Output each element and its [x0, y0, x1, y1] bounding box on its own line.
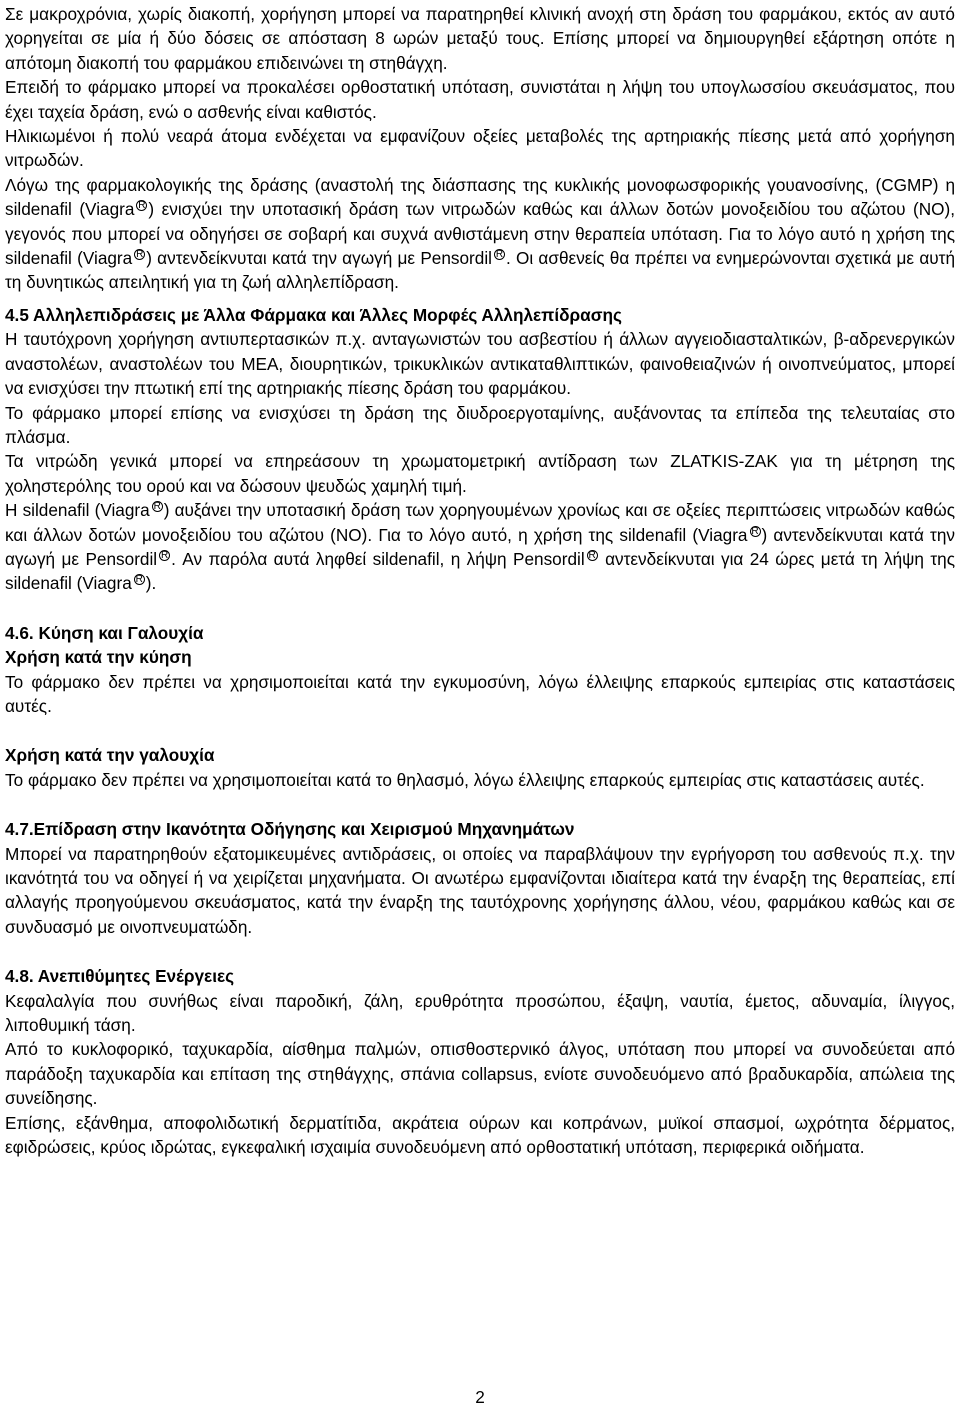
page-number: 2 — [475, 1387, 485, 1407]
registered-mark-icon: R — [588, 549, 596, 561]
paragraph-dihydroergotamine: Το φάρμακο μπορεί επίσης να ενισχύσει τη δράση της διυδροεργοταμίνης, αυξάνοντας τα επίπεδα της τελευταίας στο πλάσμα. — [5, 402, 955, 447]
paragraph-elderly-young: Ηλικιωμένοι ή πολύ νεαρά άτομα ενδέχεται να εμφανίζουν οξείες μεταβολές της αρτηριακής πίεσης μετά από χορήγηση νιτρωδών. — [5, 126, 955, 171]
registered-mark-icon: R — [495, 249, 504, 261]
section-heading-4-5: 4.5 Αλληλεπιδράσεις με Άλλα Φάρμακα και Άλλες Μορφές Αλληλεπίδρασης — [5, 304, 622, 325]
paragraph-other-effects: Επίσης, εξάνθημα, αποφολιδωτική δερματίτιδα, ακράτεια ούρων και κοπράνων, μυϊκοί σπασμοί, ωχρότητα δέρματος, εφιδρώσεις, κρύος ιδρώτας, εγκεφαλική ισχαιμία συνοδευόμενη από ορθοστατική υπόταση, περιφερικά οιδήματα. — [5, 1112, 955, 1158]
subheading-lactation: Χρήση κατά την γαλουχία — [5, 745, 215, 766]
document-page — [5, 2, 955, 1159]
paragraph-cholesterol-measurement: Τα νιτρώδη γενικά μπορεί να επηρεάσουν τη χρωματομετρική αντίδραση των ZLATKIS-ZAK για τη μέτρηση της χοληστερόλης του ορού και να δώσουν ψευδώς χαμηλή τιμή. — [5, 451, 955, 496]
paragraph-pregnancy: Το φάρμακο δεν πρέπει να χρησιμοποιείται κατά την εγκυμοσύνη, λόγω έλλειψης επαρκούς εμπειρίας στις καταστάσεις αυτές. — [5, 671, 955, 716]
section-heading-4-7: 4.7.Επίδραση στην Ικανότητα Οδήγησης και Χειρισμού Μηχανημάτων — [5, 819, 575, 840]
paragraph-lactation: Το φάρμακο δεν πρέπει να χρησιμοποιείται κατά το θηλασμό, λόγω έλλειψης επαρκούς εμπειρίας στις καταστάσεις αυτές. — [5, 769, 925, 790]
paragraph-cardiovascular: Από το κυκλοφορικό, ταχυκαρδία, αίσθημα παλμών, οπισθοστερνικό άλγος, υπόταση που μπορεί να συνοδεύεται από παράδοξη ταχυκαρδία και επίταση της στηθάγχης, σπάνια collapsus, ενίοτε συνοδευόμενο από βραδυκαρδία, απώλεια της συνείδησης. — [5, 1039, 955, 1109]
paragraph-orthostatic-hypotension: Επειδή το φάρμακο μπορεί να προκαλέσει ορθοστατική υπόταση, συνιστάται η λήψη του υπογλωσσίου σκευάσματος, που έχει ταχεία δράση, ενώ ο ασθενής είναι καθιστός. — [5, 77, 955, 122]
registered-mark-icon: R — [161, 549, 169, 561]
registered-mark-icon: R — [136, 249, 144, 261]
section-heading-4-8: 4.8. Ανεπιθύμητες Ενέργειες — [5, 966, 235, 987]
paragraph-driving: Μπορεί να παρατηρηθούν εξατομικευμένες αντιδράσεις, οι οποίες να παραβλάψουν την εγρήγορση του ασθενούς π.χ. την ικανότητά του να οδηγεί ή να χειρίζεται μηχανήματα. Οι ανωτέρω εμφανίζονται ιδιαίτερα κατά την έναρξη της θεραπείας, επί αλλαγής προηγούμενου σκευάσματος, κατά την έναρξη της ταυτόχρονης χορήγησης άλλου, νέου, φαρμάκου καθώς και σε συνδυασμό με οινοπνευματώδη. — [5, 843, 955, 937]
subheading-pregnancy: Χρήση κατά την κύηση — [5, 647, 192, 668]
paragraph-antihypertensives: Η ταυτόχρονη χορήγηση αντιυπερτασικών π.χ. ανταγωνιστών του ασβεστίου ή άλλων αγγειοδιασταλτικών, β-αδρενεργικών αναστολέων, αναστολέων του ΜΕΑ, διουρητικών, τρικυκλικών αντικαταθλιπτικών, φαινοθειαζινών ή οινοπνεύματος, μπορεί να ενισχύσει την πτωτική επί της αρτηριακής πίεσης δράση του φαρμάκου. — [5, 329, 955, 399]
section-heading-4-6: 4.6. Κύηση και Γαλουχία — [5, 622, 204, 643]
registered-mark-icon: R — [751, 525, 759, 537]
paragraph-tolerance: Σε μακροχρόνια, χωρίς διακοπή, χορήγηση μπορεί να παρατηρηθεί κλινική ανοχή στη δράση του φαρμάκου, εκτός αν αυτό χορηγείται σε μία ή δύο δόσεις σε απόσταση 8 ωρών μεταξύ τους. Επίσης μπορεί να δημιουργηθεί εξάρτηση οπότε η απότομη διακοπή του φαρμάκου επιδεινώνει τη στηθάγχη. — [5, 4, 955, 73]
paragraph-sildenafil-interaction: Η sildenafil (Viagra R ) αυξάνει την υποτασική δράση των χορηγουμένων χρονίως και σε οξείες περιπτώσεις νιτρωδών καθώς και άλλων δοτών μονοξειδίου του αζώτου (NO). Για το λόγο αυτό, η χρήση της sildenafil (Viagra R ) αντενδείκνυται κατά την αγωγή με Pensordil R . Αν παρόλα αυτά ληφθεί sildenafil, η λήψη Pensordil R αντενδείκνυται για 24 ώρες μετά τη λήψη της sildenafil (Viagra R ). — [5, 500, 955, 594]
registered-mark-icon: R — [153, 501, 161, 513]
paragraph-sildenafil-warning: Λόγω της φαρμακολογικής της δράσης (αναστολή της διάσπασης της κυκλικής μονοφωσφορικής γουανοσίνης, (CGMP) η sildenafil (Viagra R ) ενισχύει την υποτασική δράση των νιτρωδών καθώς και άλλων δοτών μονοξειδίου του αζώτου (ΝΟ), γεγονός που μπορεί να οδηγήσει σε σοβαρή και συχνά ανθιστάμενη στην θεραπεία υπόταση. Για το λόγο αυτό η χρήση της sildenafil (Viagra R ) αντενδείκνυται κατά την αγωγή με Pensordil R . Οι ασθενείς θα πρέπει να ενημερώνονται σχετικά με αυτή τη δυνητικώς απειλητική για τη ζωή αλληλεπίδραση. — [5, 174, 956, 293]
registered-mark-icon: R — [138, 200, 146, 212]
registered-mark-icon: R — [135, 574, 143, 586]
paragraph-headache: Κεφαλαλγία που συνήθως είναι παροδική, ζάλη, ερυθρότητα προσώπου, έξαψη, ναυτία, έμετος, αδυναμία, ίλιγγος, λιποθυμική τάση. — [5, 990, 955, 1036]
